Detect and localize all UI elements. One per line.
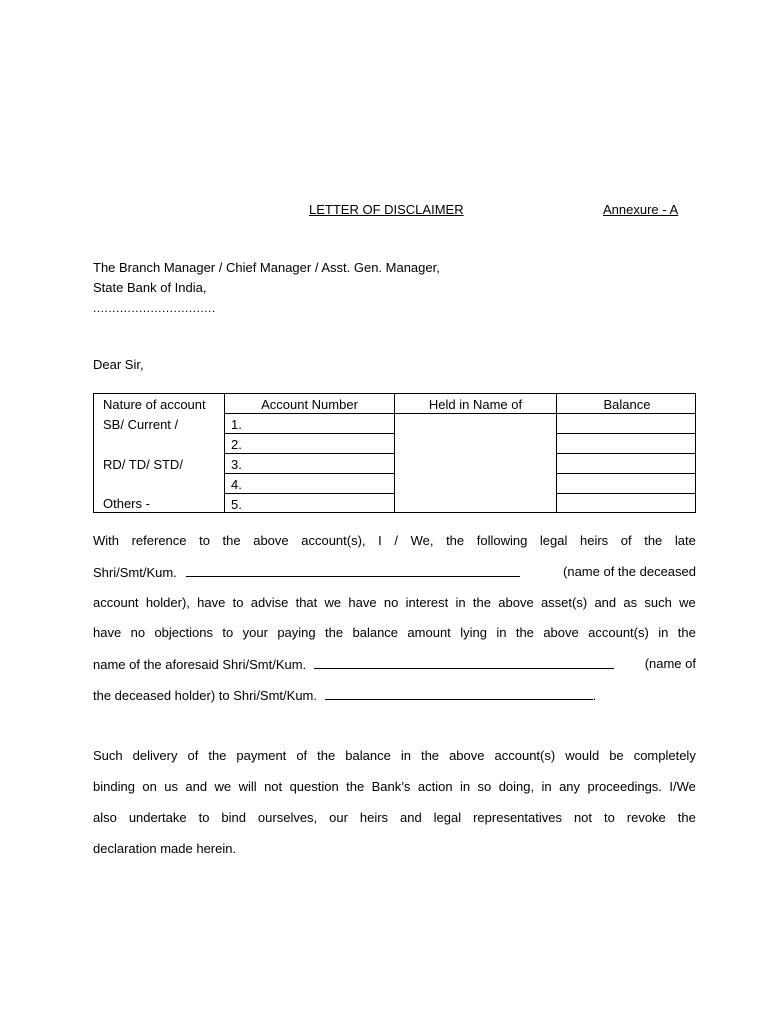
word: the xyxy=(446,533,465,548)
word: completely xyxy=(633,748,696,763)
para1-line5-end: (name of xyxy=(644,656,696,671)
word: We, xyxy=(410,533,434,548)
header-nature-of-account: Nature of account xyxy=(103,397,206,412)
word: we xyxy=(324,595,342,610)
word: holder), xyxy=(145,595,190,610)
word: proceedings. xyxy=(587,779,662,794)
word: account(s) xyxy=(494,748,556,763)
para1-line3 xyxy=(93,595,696,611)
word: have xyxy=(348,595,377,610)
para1-line2 xyxy=(93,564,696,581)
word: bind xyxy=(221,810,246,825)
aforesaid-name-blank xyxy=(314,656,614,669)
word: above xyxy=(498,595,534,610)
word: heirs xyxy=(579,533,609,548)
word: will xyxy=(238,779,257,794)
word: account(s), xyxy=(301,533,366,548)
para1-line2-end: (name of the deceased xyxy=(563,564,696,579)
word: the xyxy=(677,625,696,640)
word: to xyxy=(232,595,244,610)
word: I xyxy=(378,533,382,548)
address-line-1: The Branch Manager / Chief Manager / Asst. Gen. Manager, xyxy=(93,260,440,275)
word: the xyxy=(208,748,227,763)
para2-line4: declaration made herein. xyxy=(93,841,237,856)
word: / xyxy=(394,533,398,548)
word: I/We xyxy=(669,779,696,794)
word: and xyxy=(594,595,617,610)
payee-name-blank xyxy=(325,687,593,700)
para2-line1 xyxy=(93,748,696,764)
word: the xyxy=(346,779,365,794)
word: payment xyxy=(236,748,287,763)
word: ourselves, xyxy=(257,810,318,825)
word: so xyxy=(477,779,492,794)
word: lying xyxy=(460,625,487,640)
word: that xyxy=(295,595,318,610)
accounts-table xyxy=(93,393,696,513)
para1-line4 xyxy=(93,625,696,641)
word: doing, xyxy=(498,779,535,794)
para1-line6-start: the deceased holder) to Shri/Smt/Kum. xyxy=(93,688,318,703)
word: the xyxy=(317,748,336,763)
word: question xyxy=(289,779,339,794)
word: With xyxy=(93,533,119,548)
word: reference xyxy=(131,533,187,548)
word: have xyxy=(93,625,122,640)
word: as xyxy=(623,595,638,610)
word: also xyxy=(93,810,117,825)
word: in xyxy=(541,779,552,794)
word: of xyxy=(187,748,199,763)
word: advise xyxy=(250,595,289,610)
word: your xyxy=(242,625,268,640)
word: legal xyxy=(433,810,462,825)
account-row-1: 1. xyxy=(231,417,242,432)
para2-line2 xyxy=(93,779,696,795)
word: account(s) xyxy=(588,625,649,640)
page-title: LETTER OF DISCLAIMER xyxy=(309,202,464,217)
para1-line5-start: name of the aforesaid Shri/Smt/Kum. xyxy=(93,657,307,672)
word: balance xyxy=(345,748,391,763)
word: following xyxy=(476,533,528,548)
word: not xyxy=(573,810,593,825)
word: late xyxy=(674,533,696,548)
salutation: Dear Sir, xyxy=(93,357,144,372)
word: no xyxy=(130,625,146,640)
header-account-number: Account Number xyxy=(261,397,358,412)
header-held-in-name-of: Held in Name of xyxy=(428,397,523,412)
word: above xyxy=(449,748,485,763)
word: objections xyxy=(154,625,213,640)
account-row-2: 2. xyxy=(231,437,242,452)
para1-line5 xyxy=(93,656,696,673)
word: in xyxy=(459,779,471,794)
word: in xyxy=(400,748,411,763)
word: amount xyxy=(407,625,451,640)
word: binding xyxy=(93,779,135,794)
word: representatives xyxy=(473,810,562,825)
word: the xyxy=(325,625,344,640)
para2-line3 xyxy=(93,810,696,826)
word: the xyxy=(472,595,491,610)
word: above xyxy=(543,625,579,640)
word: have xyxy=(197,595,226,610)
para1-line1 xyxy=(93,533,696,549)
word: be xyxy=(609,748,624,763)
account-row-3: 3. xyxy=(231,457,242,472)
word: balance xyxy=(352,625,399,640)
nature-others: Others - xyxy=(103,496,150,511)
word: paying xyxy=(277,625,316,640)
para1-line2-start: Shri/Smt/Kum. xyxy=(93,565,177,580)
word: the xyxy=(420,748,440,763)
account-row-4: 4. xyxy=(231,477,242,492)
word: would xyxy=(565,748,600,763)
para1-line6-end: . xyxy=(592,688,597,703)
word: delivery xyxy=(132,748,178,763)
word: such xyxy=(644,595,672,610)
word: revoke xyxy=(626,810,666,825)
word: any xyxy=(559,779,581,794)
word: Such xyxy=(93,748,123,763)
word: heirs xyxy=(359,810,389,825)
word: and xyxy=(400,810,422,825)
annexure-label: Annexure - A xyxy=(603,202,679,217)
word: to xyxy=(222,625,234,640)
word: undertake xyxy=(128,810,187,825)
nature-sb-current: SB/ Current / xyxy=(103,417,179,432)
word: no xyxy=(383,595,399,610)
word: to xyxy=(198,810,210,825)
word: above xyxy=(253,533,289,548)
word: of xyxy=(296,748,308,763)
deceased-name-blank xyxy=(186,564,520,577)
word: our xyxy=(329,810,348,825)
word: we xyxy=(679,595,696,610)
word: us xyxy=(164,779,178,794)
word: Bank’s xyxy=(371,779,411,794)
word: asset(s) xyxy=(540,595,588,610)
word: not xyxy=(264,779,283,794)
word: the xyxy=(677,810,696,825)
nature-rd-td-std: RD/ TD/ STD/ xyxy=(103,457,183,472)
word: and xyxy=(185,779,208,794)
word: on xyxy=(142,779,157,794)
word: interest xyxy=(405,595,449,610)
word: account xyxy=(93,595,139,610)
word: legal xyxy=(539,533,568,548)
word: action xyxy=(417,779,453,794)
address-line-3: ................................ xyxy=(93,301,216,315)
word: in xyxy=(455,595,466,610)
word: the xyxy=(644,533,663,548)
address-line-2: State Bank of India, xyxy=(93,280,207,295)
word: to xyxy=(199,533,210,548)
word: of xyxy=(620,533,632,548)
word: the xyxy=(515,625,534,640)
word: we xyxy=(214,779,232,794)
account-row-5: 5. xyxy=(231,497,242,512)
word: in xyxy=(496,625,507,640)
word: to xyxy=(603,810,615,825)
word: in xyxy=(658,625,669,640)
header-balance: Balance xyxy=(603,397,651,412)
word: the xyxy=(222,533,241,548)
para1-line6 xyxy=(93,687,596,704)
